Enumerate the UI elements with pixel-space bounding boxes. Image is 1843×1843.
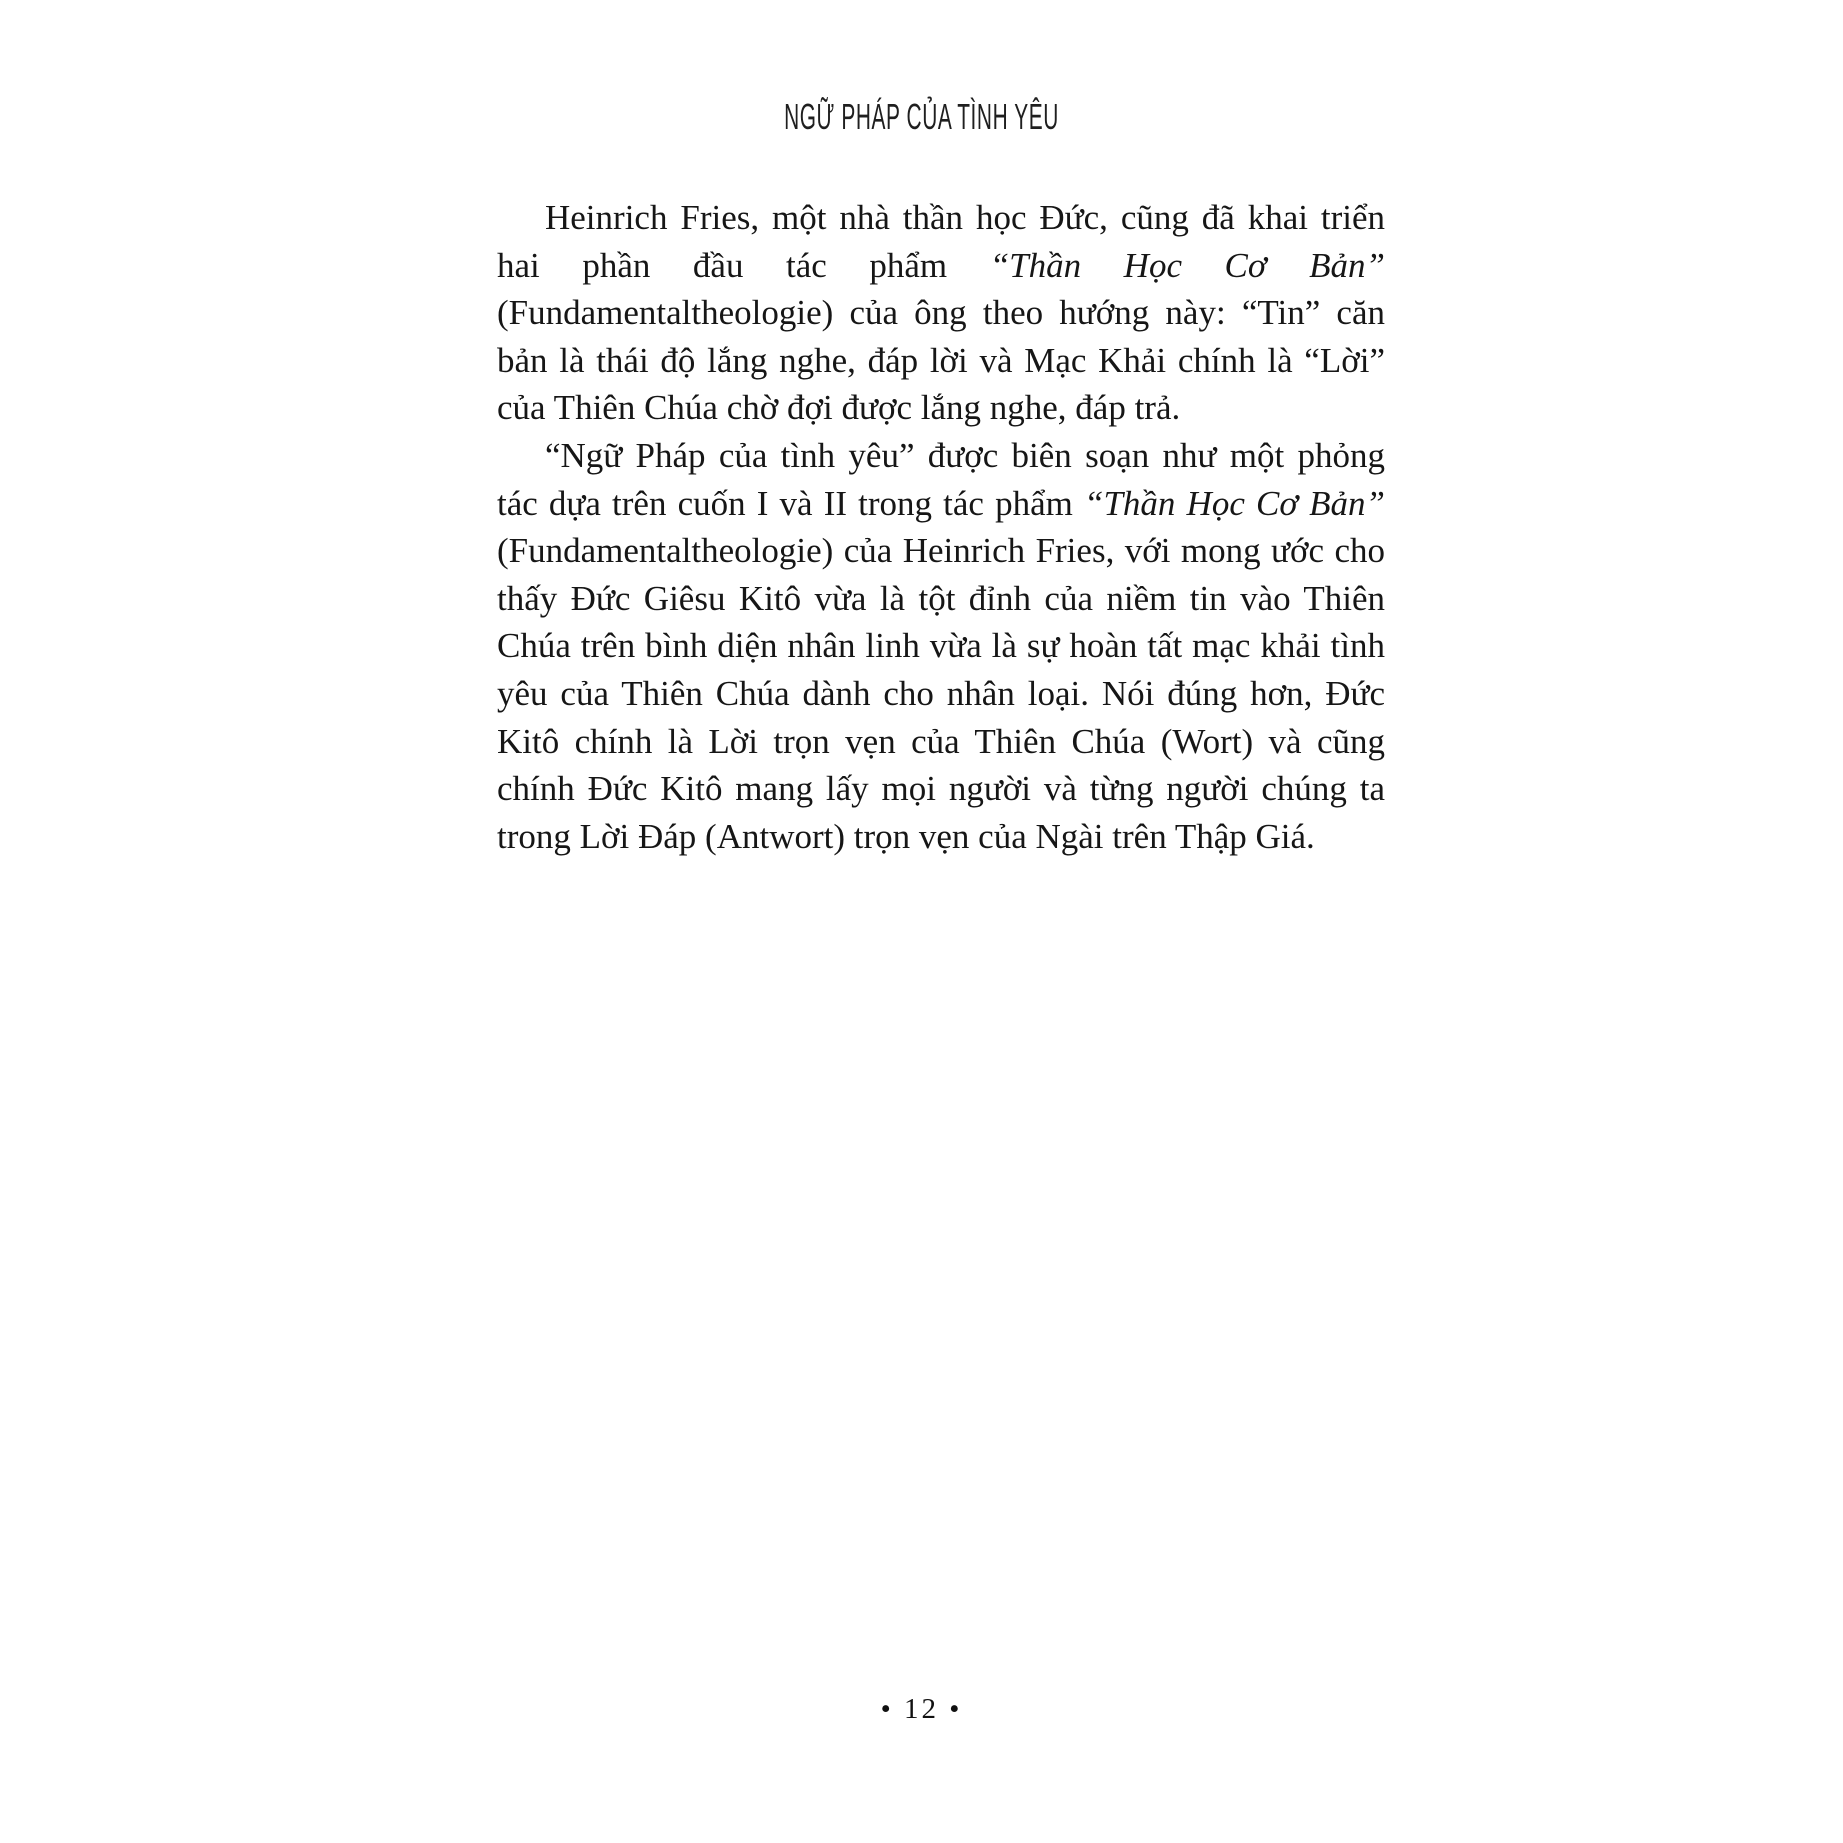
italic-run: “Thần Học Cơ Bản” [989, 245, 1385, 285]
text-run: (Fundamentaltheologie) của ông theo hướng này: “Tin” căn bản là thái độ lắng nghe, đáp lời và Mạc Khải chính là “Lời” của Thiên Chúa chờ đợi được lắng nghe, đáp trả. [497, 293, 1385, 428]
text-run: “Ngữ Pháp của tình yêu” được biên soạn như một phỏng tác dựa trên cuốn I và II trong tác phẩm [497, 435, 1385, 523]
page-number: • 12 • [880, 1693, 963, 1725]
paragraph [497, 432, 1385, 860]
text-run: (Fundamentaltheologie) của Heinrich Fries, với mong ước cho thấy Đức Giêsu Kitô vừa là tột đỉnh của niềm tin vào Thiên Chúa trên bình diện nhân linh vừa là sự hoàn tất mạc khải tình yêu của Thiên Chúa dành cho nhân loại. Nói đúng hơn, Đức Kitô chính là Lời trọn vẹn của Thiên Chúa (Wort) và cũng chính Đức Kitô mang lấy mọi người và từng người chúng ta trong Lời Đáp (Antwort) trọn vẹn của Ngài trên Thập Giá. [497, 531, 1385, 856]
text-run: Heinrich Fries, một nhà thần học Đức, cũng đã khai triển hai phần đầu tác phẩm [497, 198, 1385, 285]
paragraph [497, 194, 1385, 432]
running-header: NGỮ PHÁP CỦA TÌNH YÊU [784, 96, 1059, 137]
text-block [497, 194, 1385, 860]
italic-run: “Thần Học Cơ Bản” [1083, 483, 1385, 523]
